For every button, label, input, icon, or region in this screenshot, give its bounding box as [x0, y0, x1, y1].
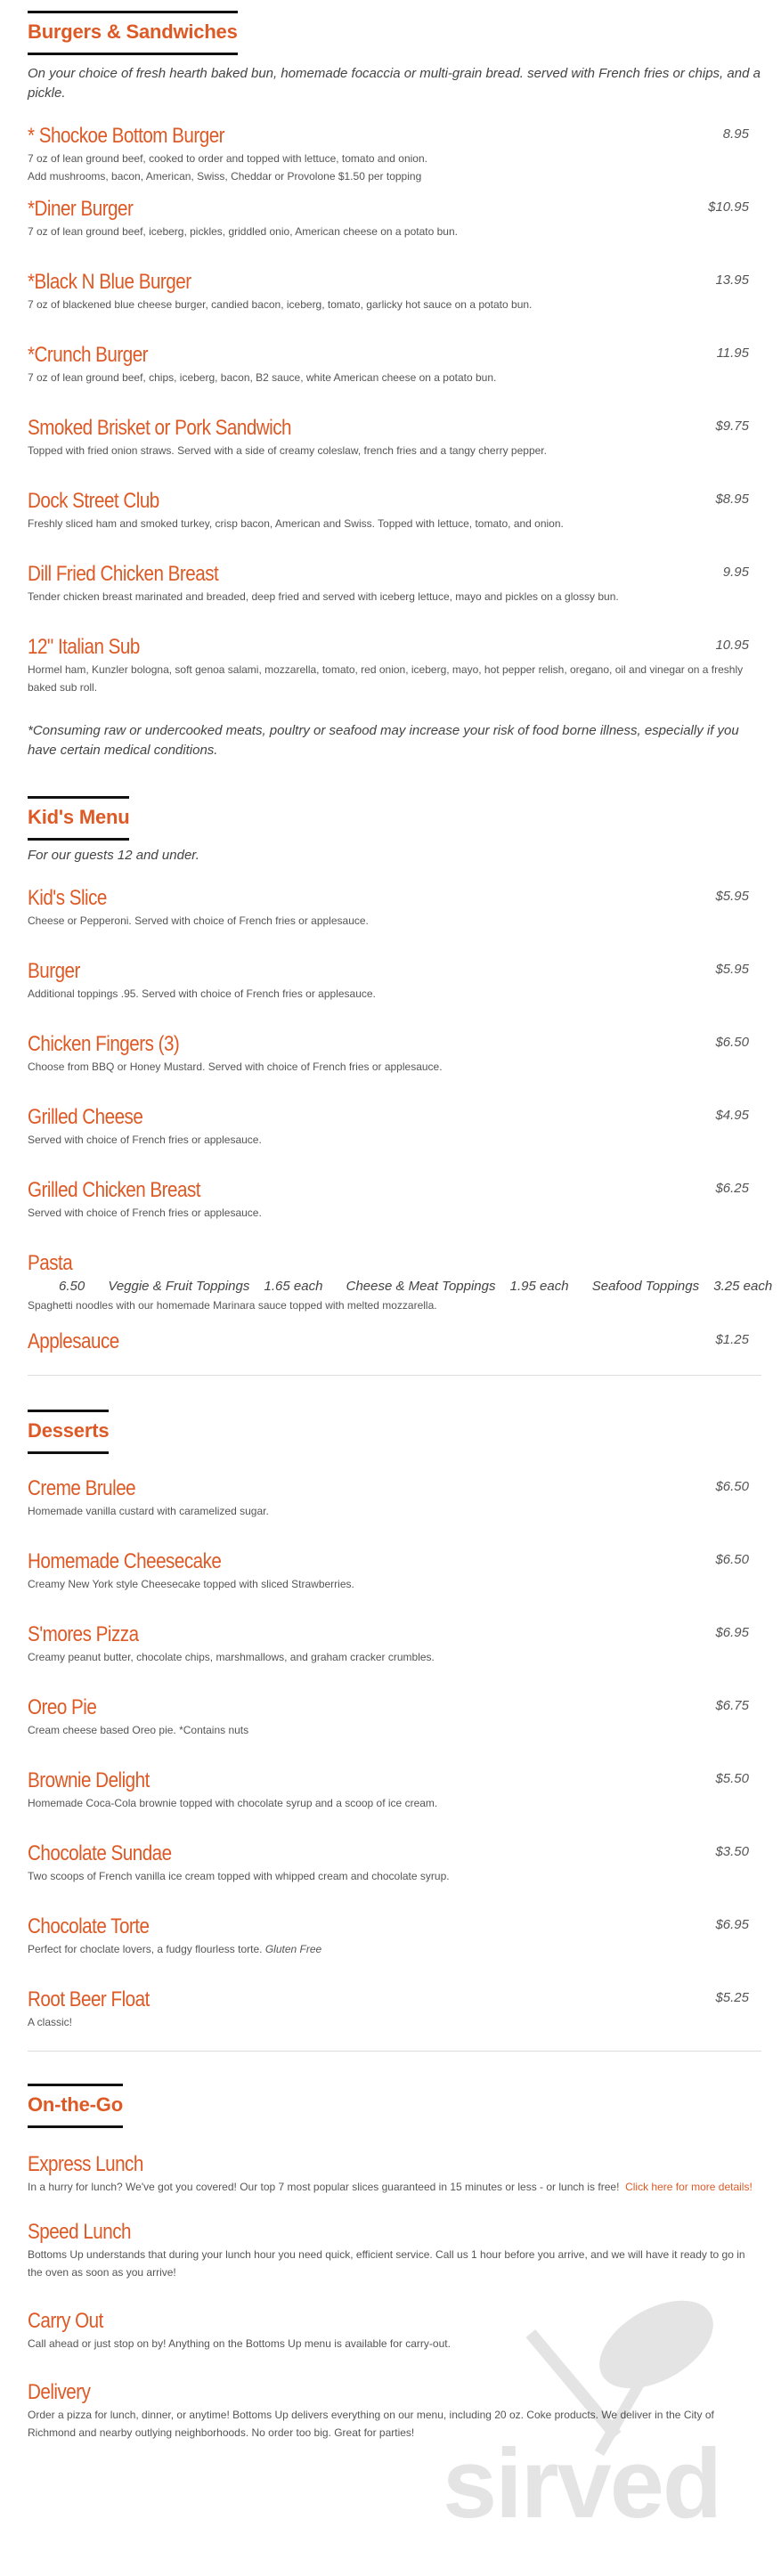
item-description-extra: Add mushrooms, bacon, American, Swiss, Cheddar or Provolone $1.50 per topping: [28, 170, 422, 183]
menu-item: [28, 1031, 761, 1104]
menu-item: [28, 196, 761, 269]
item-price: $8.95: [715, 492, 749, 507]
section-title: Burgers & Sandwiches: [28, 20, 238, 43]
section-heading: [28, 796, 129, 841]
menu-item: [28, 1104, 761, 1177]
item-description: Tender chicken breast marinated and breaded, deep fried and served with iceberg lettuce, mayo and pickles on a glossy bun.: [28, 590, 619, 603]
item-name: * Shockoe Bottom Burger: [28, 124, 225, 148]
details-link[interactable]: Click here for more details!: [625, 2181, 753, 2193]
item-description: Served with choice of French fries or applesauce.: [28, 1207, 262, 1219]
menu-item: [28, 2308, 761, 2379]
menu-item: [28, 885, 761, 958]
option-label: Seafood Toppings: [591, 1279, 700, 1294]
item-description: Homemade vanilla custard with caramelized sugar.: [28, 1505, 269, 1517]
menu-item: [28, 2379, 761, 2450]
desc-text: Perfect for choclate lovers, a fudgy flourless torte.: [28, 1943, 263, 1955]
menu-item: [28, 1475, 761, 1548]
item-name: Carry Out: [28, 2309, 103, 2333]
section-heading: [28, 11, 238, 55]
section-kids: [28, 796, 773, 1376]
heading-rule-top: [28, 2084, 123, 2086]
item-price: $5.50: [715, 1771, 749, 1786]
item-name: Brownie Delight: [28, 1768, 150, 1792]
heading-rule-bottom: [28, 838, 129, 841]
item-name: Pasta: [28, 1251, 73, 1275]
item-price: $1.25: [715, 1332, 749, 1347]
item-name: Chocolate Sundae: [28, 1841, 172, 1865]
item-description: Served with choice of French fries or applesauce.: [28, 1134, 262, 1146]
option-label: Cheese & Meat Toppings: [346, 1279, 496, 1294]
menu-item: [28, 415, 761, 488]
item-name: Delivery: [28, 2380, 91, 2404]
item-description: 7 oz of lean ground beef, chips, iceberg, bacon, B2 sauce, white American cheese on a potato bun.: [28, 371, 497, 384]
item-description: [28, 1940, 761, 1958]
item-name: 12" Italian Sub: [28, 635, 140, 659]
item-description: A classic!: [28, 2016, 73, 2028]
watermark-text: sirved: [443, 2429, 721, 2539]
item-description: Two scoops of French vanilla ice cream topped with whipped cream and chocolate syrup.: [28, 1870, 450, 1882]
item-name: Grilled Chicken Breast: [28, 1178, 200, 1202]
menu-item: [28, 1177, 761, 1250]
item-price: $5.95: [715, 889, 749, 904]
item-name: Kid's Slice: [28, 886, 107, 910]
item-price: $6.50: [715, 1479, 749, 1494]
item-description: Creamy New York style Cheesecake topped with sliced Strawberries.: [28, 1578, 354, 1590]
item-name: Homemade Cheesecake: [28, 1549, 222, 1573]
item-price: $6.75: [715, 1698, 749, 1713]
item-description: Homemade Coca-Cola brownie topped with chocolate syrup and a scoop of ice cream.: [28, 1797, 438, 1809]
item-name: Speed Lunch: [28, 2220, 131, 2244]
food-safety-note: *Consuming raw or undercooked meats, poultry or seafood may increase your risk of food borne illness, especially if you have certain medical conditions.: [28, 723, 739, 758]
item-name: S'mores Pizza: [28, 1622, 139, 1646]
item-name: Chocolate Torte: [28, 1914, 150, 1938]
item-price: $4.95: [715, 1108, 749, 1123]
section-title: On-the-Go: [28, 2093, 123, 2116]
item-description: Cheese or Pepperoni. Served with choice of French fries or applesauce.: [28, 914, 369, 927]
section-title: Desserts: [28, 1419, 110, 1442]
section-desserts: [28, 1410, 761, 2052]
menu-item: [28, 958, 761, 1031]
item-description: Choose from BBQ or Honey Mustard. Served with choice of French fries or applesauce.: [28, 1060, 443, 1073]
item-name: Grilled Cheese: [28, 1105, 143, 1129]
menu-item: [28, 1694, 761, 1767]
menu-item: [28, 488, 761, 561]
section-burgers: [28, 0, 761, 760]
gluten-free-tag: Gluten Free: [264, 1943, 322, 1955]
item-description: Topped with fried onion straws. Served with a side of creamy coleslaw, french fries and a tangy cherry pepper.: [28, 444, 547, 457]
item-price: $6.95: [715, 1625, 749, 1640]
item-name: *Black N Blue Burger: [28, 270, 191, 294]
menu-item: [28, 123, 761, 196]
item-name: Smoked Brisket or Pork Sandwich: [28, 416, 292, 440]
item-price: $6.95: [715, 1917, 749, 1932]
menu-item: [28, 561, 761, 634]
section-intro: On your choice of fresh hearth baked bun, homemade focaccia or multi-grain bread. served with French fries or chips, and a pickle.: [28, 66, 761, 101]
item-price: $10.95: [708, 199, 749, 215]
section-onthego: [28, 2084, 761, 2450]
menu-item: [28, 342, 761, 415]
item-price: 8.95: [722, 126, 749, 142]
menu-item: [28, 1767, 761, 1841]
item-price: 11.95: [716, 345, 749, 361]
item-price: $9.75: [715, 418, 749, 434]
item-name: Creme Brulee: [28, 1476, 136, 1500]
heading-rule-top: [28, 1410, 109, 1412]
section-divider: [28, 1375, 761, 1376]
item-price: 10.95: [715, 638, 749, 653]
item-description: 7 oz of lean ground beef, iceberg, pickles, griddled onio, American cheese on a potato bun.: [28, 225, 458, 238]
item-description: Additional toppings .95. Served with choice of French fries or applesauce.: [28, 987, 376, 1000]
heading-rule-top: [28, 11, 238, 13]
item-price: $6.50: [715, 1552, 749, 1567]
menu-item: [28, 1987, 761, 2051]
option-price: 1.65 each: [264, 1279, 323, 1294]
heading-rule-bottom: [28, 2125, 123, 2128]
item-price: $3.50: [715, 1844, 749, 1859]
pasta-options: [28, 1277, 773, 1296]
menu-item: [28, 1914, 761, 1987]
section-heading: [28, 2084, 123, 2128]
item-price: $5.95: [715, 962, 749, 977]
menu-page: [28, 0, 773, 2450]
item-name: Dock Street Club: [28, 489, 159, 513]
item-name: Burger: [28, 959, 80, 983]
item-price: $6.25: [715, 1181, 749, 1196]
item-description: Freshly sliced ham and smoked turkey, crisp bacon, American and Swiss. Topped with lettuce, tomato, and onion.: [28, 517, 564, 530]
desc-text: In a hurry for lunch? We've got you covered! Our top 7 most popular slices guaranteed in 15 minutes or less - or lunch is free!: [28, 2181, 620, 2193]
item-description: Order a pizza for lunch, dinner, or anytime! Bottoms Up delivers everything on our menu, including 20 oz. Coke products. We deliver in the City of Richmond and nearby outlying neighborhoods. No order too big. Great for parties!: [28, 2409, 714, 2439]
item-name: Root Beer Float: [28, 1987, 150, 2011]
menu-item: [28, 269, 761, 342]
option-price: 3.25 each: [713, 1279, 773, 1294]
menu-item: [28, 634, 761, 721]
item-description: [28, 2178, 761, 2196]
item-name: Dill Fried Chicken Breast: [28, 562, 219, 586]
menu-item: [28, 1841, 761, 1914]
menu-item: [28, 2151, 761, 2219]
item-name: Applesauce: [28, 1329, 119, 1353]
item-description: Spaghetti noodles with our homemade Marinara sauce topped with melted mozzarella.: [28, 1299, 437, 1312]
heading-rule-top: [28, 796, 129, 799]
section-heading: [28, 1410, 109, 1454]
option-price: 1.95 each: [509, 1279, 569, 1294]
option-label: Veggie & Fruit Toppings: [108, 1279, 250, 1294]
item-description: Hormel ham, Kunzler bologna, soft genoa salami, mozzarella, tomato, red onion, iceberg, mayo, hot pepper relish, oregano, oil and vinegar on a freshly baked sub roll.: [28, 663, 744, 694]
item-description: 7 oz of blackened blue cheese burger, candied bacon, iceberg, tomato, garlicky hot sauce on a potato bun.: [28, 298, 533, 311]
item-price: 6.50: [59, 1279, 85, 1294]
item-description: Creamy peanut butter, chocolate chips, marshmallows, and graham cracker crumbles.: [28, 1651, 435, 1663]
item-name: *Diner Burger: [28, 197, 134, 221]
heading-rule-bottom: [28, 53, 238, 55]
item-price: 13.95: [715, 272, 749, 288]
item-name: *Crunch Burger: [28, 343, 149, 367]
section-intro: For our guests 12 and under.: [28, 848, 199, 863]
item-name: Express Lunch: [28, 2152, 143, 2176]
menu-item: [28, 1329, 761, 1375]
section-title: Kid's Menu: [28, 806, 130, 828]
item-description: Bottoms Up understands that during your lunch hour you need quick, efficient service. Call us 1 hour before you arrive, and we will have it ready to go in the oven as soon as you arrive!: [28, 2248, 745, 2279]
item-price: $6.50: [715, 1035, 749, 1050]
menu-item: [28, 1621, 761, 1694]
item-name: Chicken Fingers (3): [28, 1032, 180, 1056]
menu-item: [28, 1548, 761, 1621]
item-price: $5.25: [715, 1990, 749, 2005]
menu-item-pasta: [28, 1250, 773, 1329]
item-description: Cream cheese based Oreo pie. *Contains nuts: [28, 1724, 249, 1736]
section-divider: [28, 2051, 761, 2052]
item-description: Call ahead or just stop on by! Anything on the Bottoms Up menu is available for carry-out.: [28, 2337, 451, 2350]
menu-item: [28, 2219, 761, 2308]
item-name: Oreo Pie: [28, 1695, 97, 1719]
item-price: 9.95: [722, 565, 749, 580]
heading-rule-bottom: [28, 1451, 109, 1454]
item-description: 7 oz of lean ground beef, cooked to order and topped with lettuce, tomato and onion.: [28, 152, 427, 165]
